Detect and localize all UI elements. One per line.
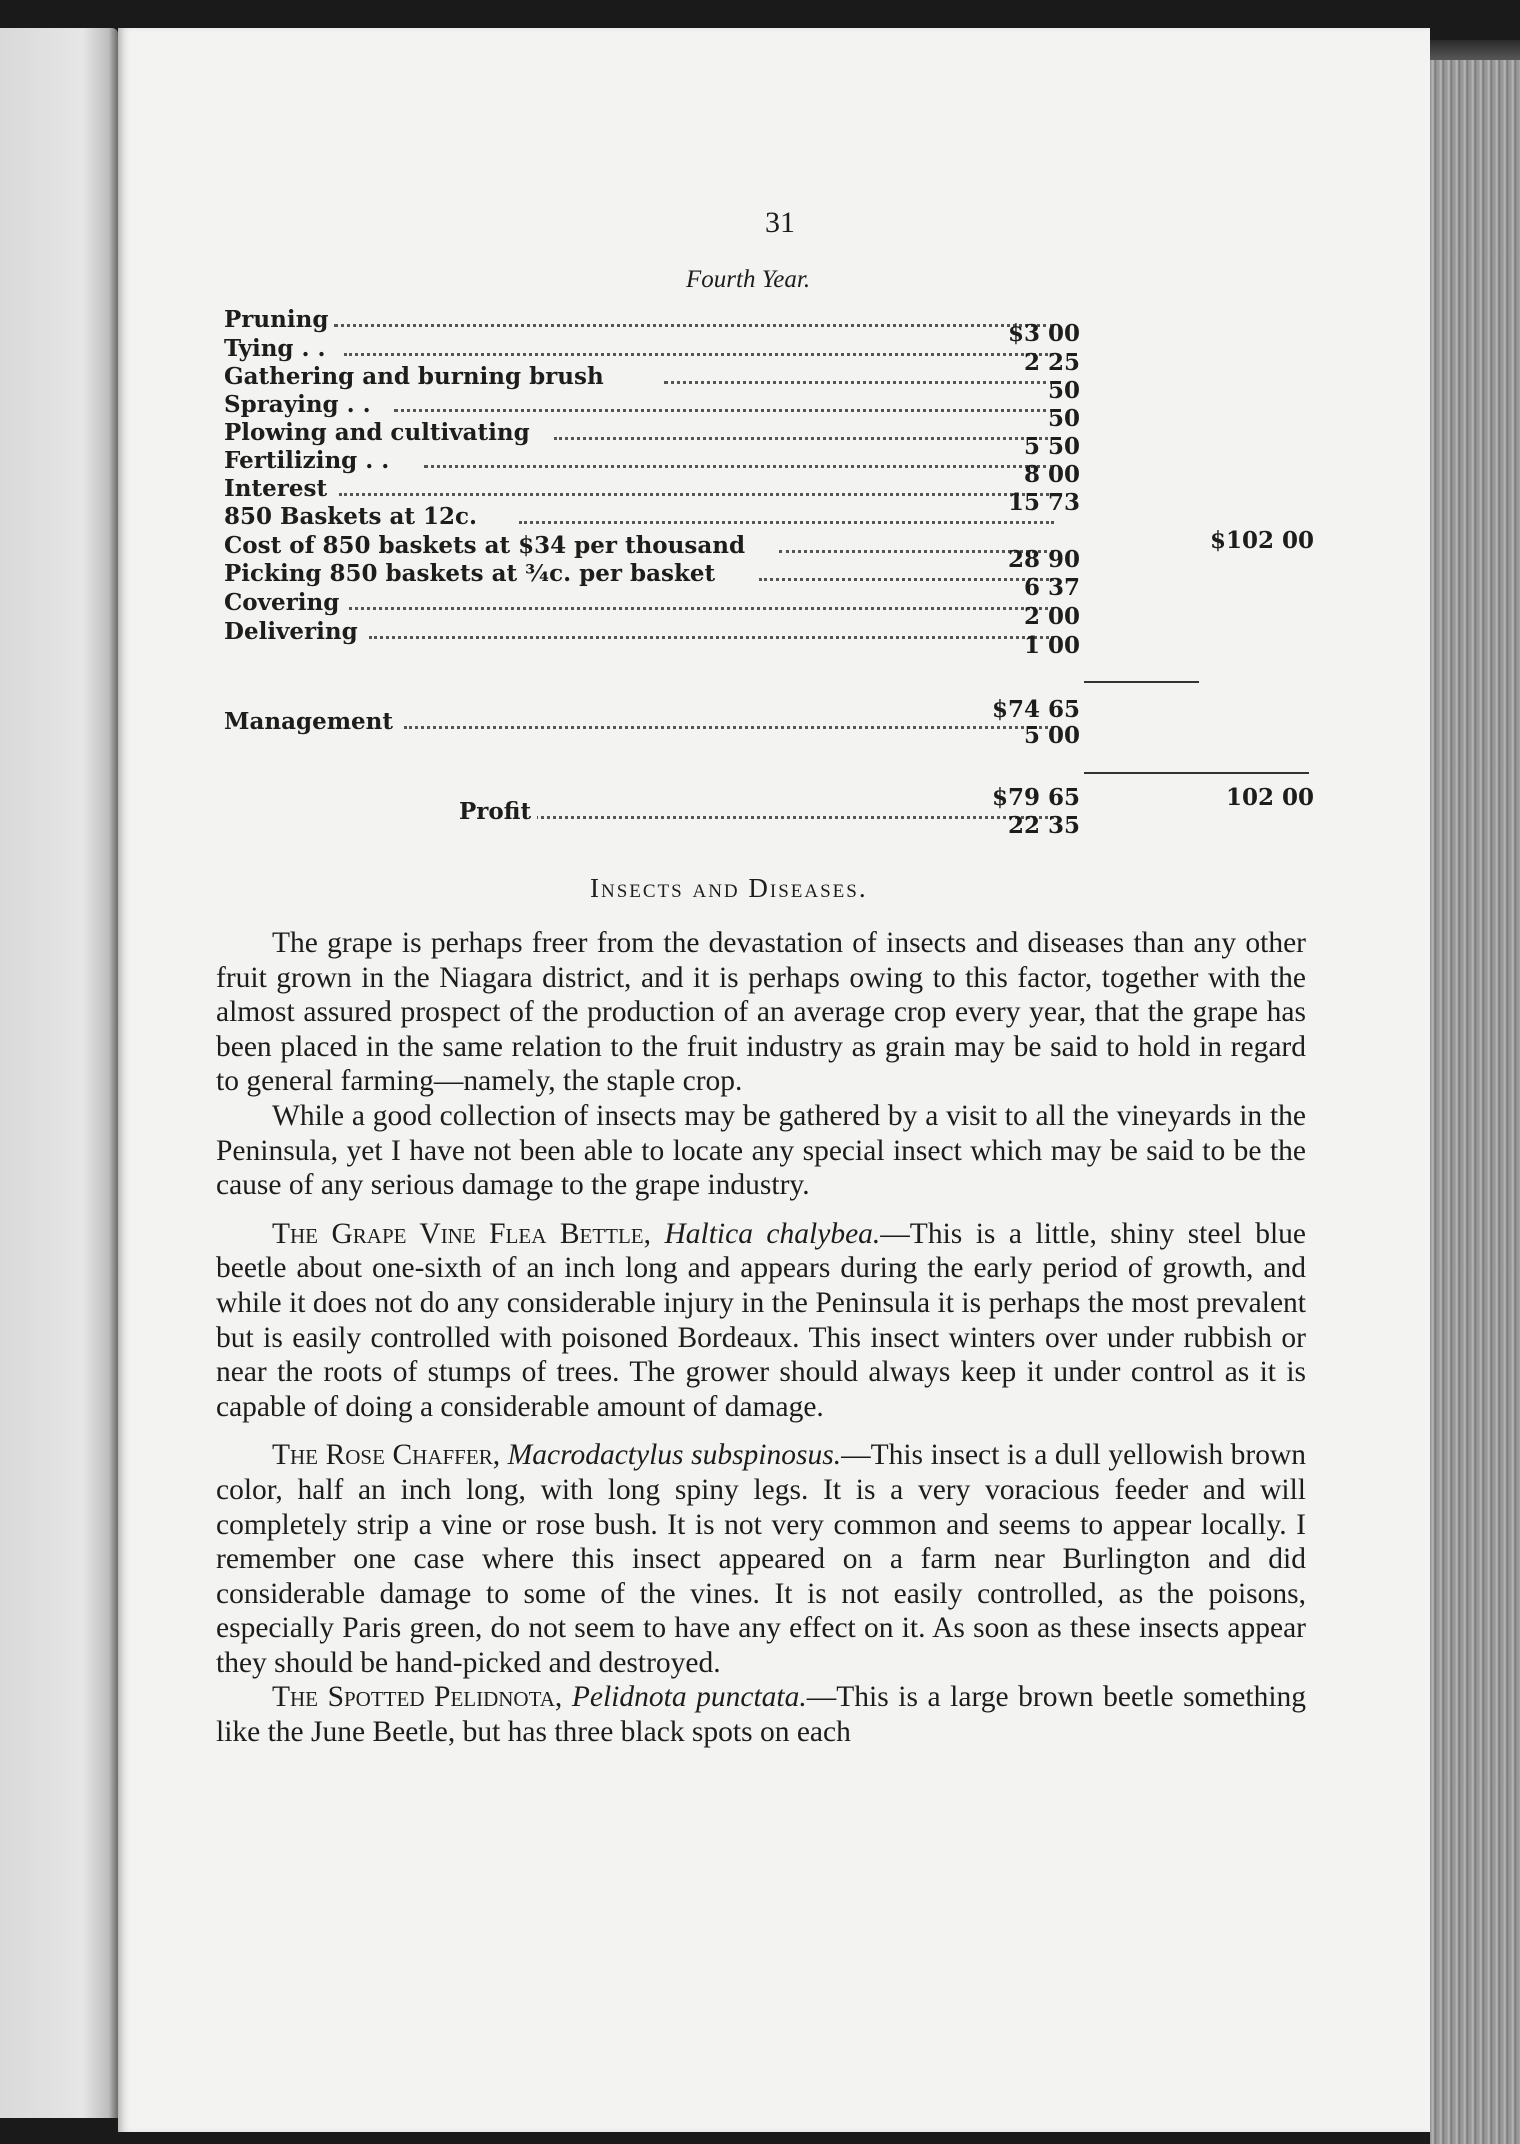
ledger-row — [224, 618, 1314, 659]
paragraph — [216, 1438, 1306, 1680]
latin-name: Pelidnota punctata. — [571, 1681, 807, 1714]
dot-leader — [369, 636, 1054, 639]
ledger-amount: 1 00 — [1023, 632, 1080, 659]
insect-name: The Grape Vine Flea Bettle, — [272, 1217, 652, 1250]
profit-amount: 22 35 — [1007, 812, 1080, 839]
ledger-amount: 28 90 — [1007, 546, 1080, 573]
ledger-row — [224, 532, 1314, 573]
profit-label: Profit — [459, 798, 537, 825]
dot-leader — [339, 493, 1054, 496]
paragraph: The grape is perhaps freer from the devastation of insects and diseases than any other fruit grown in the Niagara district, and it is perhaps owing to this factor, together with the almost assured prospect of the production of an average crop every year, that the grape has been placed in the same relation to the fruit industry as grain may be said to hold in regard to general farming—namely, the staple crop. — [216, 927, 1306, 1098]
paragraph-text: —This insect is a dull yellowish brown color, half an inch long, with long spiny legs. It is a very voracious feeder and will completely strip a vine or rose bush. It is not very common and seems to appear locally. I remember one case where this insect appeared on a farm near Burlington and did considerable damage to some of the vines. It is not easily controlled, as the poisons, especially Paris green, do not seem to have any effect on it. As soon as these insects appear they should be hand-picked and destroyed. — [216, 1439, 1307, 1679]
dot-leader — [334, 324, 1054, 327]
paragraph-text: —This is a large brown beetle something like the June Beetle, but has three black spots on each — [216, 1681, 1307, 1749]
total-rule — [1084, 772, 1309, 774]
ledger-row — [224, 589, 1314, 630]
latin-name: Haltica chalybea. — [664, 1217, 881, 1250]
body-text — [216, 926, 1306, 1750]
management-label: Management — [224, 708, 399, 735]
grand-total-amount: $79 65 — [991, 784, 1080, 811]
ledger-total: $102 00 — [1209, 527, 1314, 554]
latin-name: Macrodactylus subspinosus. — [507, 1439, 842, 1472]
paragraph — [216, 1217, 1306, 1425]
table-heading: Fourth Year. — [686, 266, 811, 293]
ledger-amount: 2 25 — [1023, 349, 1080, 376]
paragraph — [216, 1680, 1306, 1749]
ledger-amount: $3 00 — [1007, 320, 1080, 347]
dot-leader — [519, 521, 1054, 524]
ledger-label: Picking 850 baskets at ¾c. per basket — [224, 560, 721, 587]
ledger-amount: 50 — [1047, 405, 1080, 432]
ledger-amount: 8 00 — [1023, 461, 1080, 488]
dot-leader — [394, 409, 1054, 412]
profit-row — [224, 798, 1314, 839]
ledger-row — [224, 560, 1314, 601]
ledger-amount: 15 73 — [1007, 489, 1080, 516]
ledger-label: Delivering — [224, 618, 364, 645]
ledger-label: Pruning — [224, 306, 334, 333]
ledger-amount: 5 50 — [1023, 433, 1080, 460]
ledger-row — [224, 447, 1314, 488]
section-heading: Insects and Diseases. — [590, 873, 868, 903]
ledger-amount: 2 00 — [1023, 603, 1080, 630]
management-amount: 5 00 — [1023, 722, 1080, 749]
ledger-row — [224, 475, 1314, 516]
ledger-row — [224, 391, 1314, 432]
ledger-label: Covering — [224, 589, 345, 616]
ledger-label: Gathering and burning brush — [224, 363, 610, 390]
dot-leader — [404, 726, 1054, 729]
paragraph-text: —This is a little, shiny steel blue beetle about one-sixth of an inch long and appears during the early period of growth, and while it does not do any considerable injury in the Peninsula it is perhaps the most prevalent but is easily controlled with poisoned Bordeaux. This insect winters over under rubbish or near the roots of stumps of trees. The grower should always keep it under control as it is capable of doing a considerable amount of damage. — [216, 1217, 1307, 1423]
book-page-edges — [1430, 60, 1520, 2144]
ledger-row — [224, 363, 1314, 404]
dot-leader — [349, 607, 1054, 610]
facing-page-edge — [0, 28, 118, 2118]
subtotal-rule — [1084, 681, 1199, 683]
ledger-label: Spraying . . — [224, 391, 377, 418]
ledger-row — [224, 306, 1314, 347]
grand-total-right: 102 00 — [1225, 784, 1314, 811]
ledger-label: 850 Baskets at 12c. — [224, 503, 483, 530]
paragraph: While a good collection of insects may be gathered by a visit to all the vineyards in the Peninsula, yet I have not been able to locate any special insect which may be said to be the cause of any serious damage to the grape industry. — [216, 1099, 1306, 1202]
ledger-label: Plowing and cultivating — [224, 419, 536, 446]
ledger-label: Cost of 850 baskets at $34 per thousand — [224, 532, 751, 559]
ledger-amount: 6 37 — [1023, 574, 1080, 601]
ledger-amount: 50 — [1047, 377, 1080, 404]
subtotal-amount: $74 65 — [991, 696, 1080, 723]
ledger-row — [224, 419, 1314, 460]
insect-name: The Spotted Pelidnota, — [272, 1681, 563, 1714]
ledger-label: Tying . . — [224, 335, 332, 362]
insect-name: The Rose Chaffer, — [272, 1439, 501, 1472]
page-number: 31 — [765, 206, 795, 239]
ledger-label: Fertilizing . . — [224, 447, 395, 474]
management-row — [224, 708, 1314, 749]
ledger-row — [224, 335, 1314, 376]
ledger-label: Interest — [224, 475, 333, 502]
dot-leader — [344, 353, 1054, 356]
